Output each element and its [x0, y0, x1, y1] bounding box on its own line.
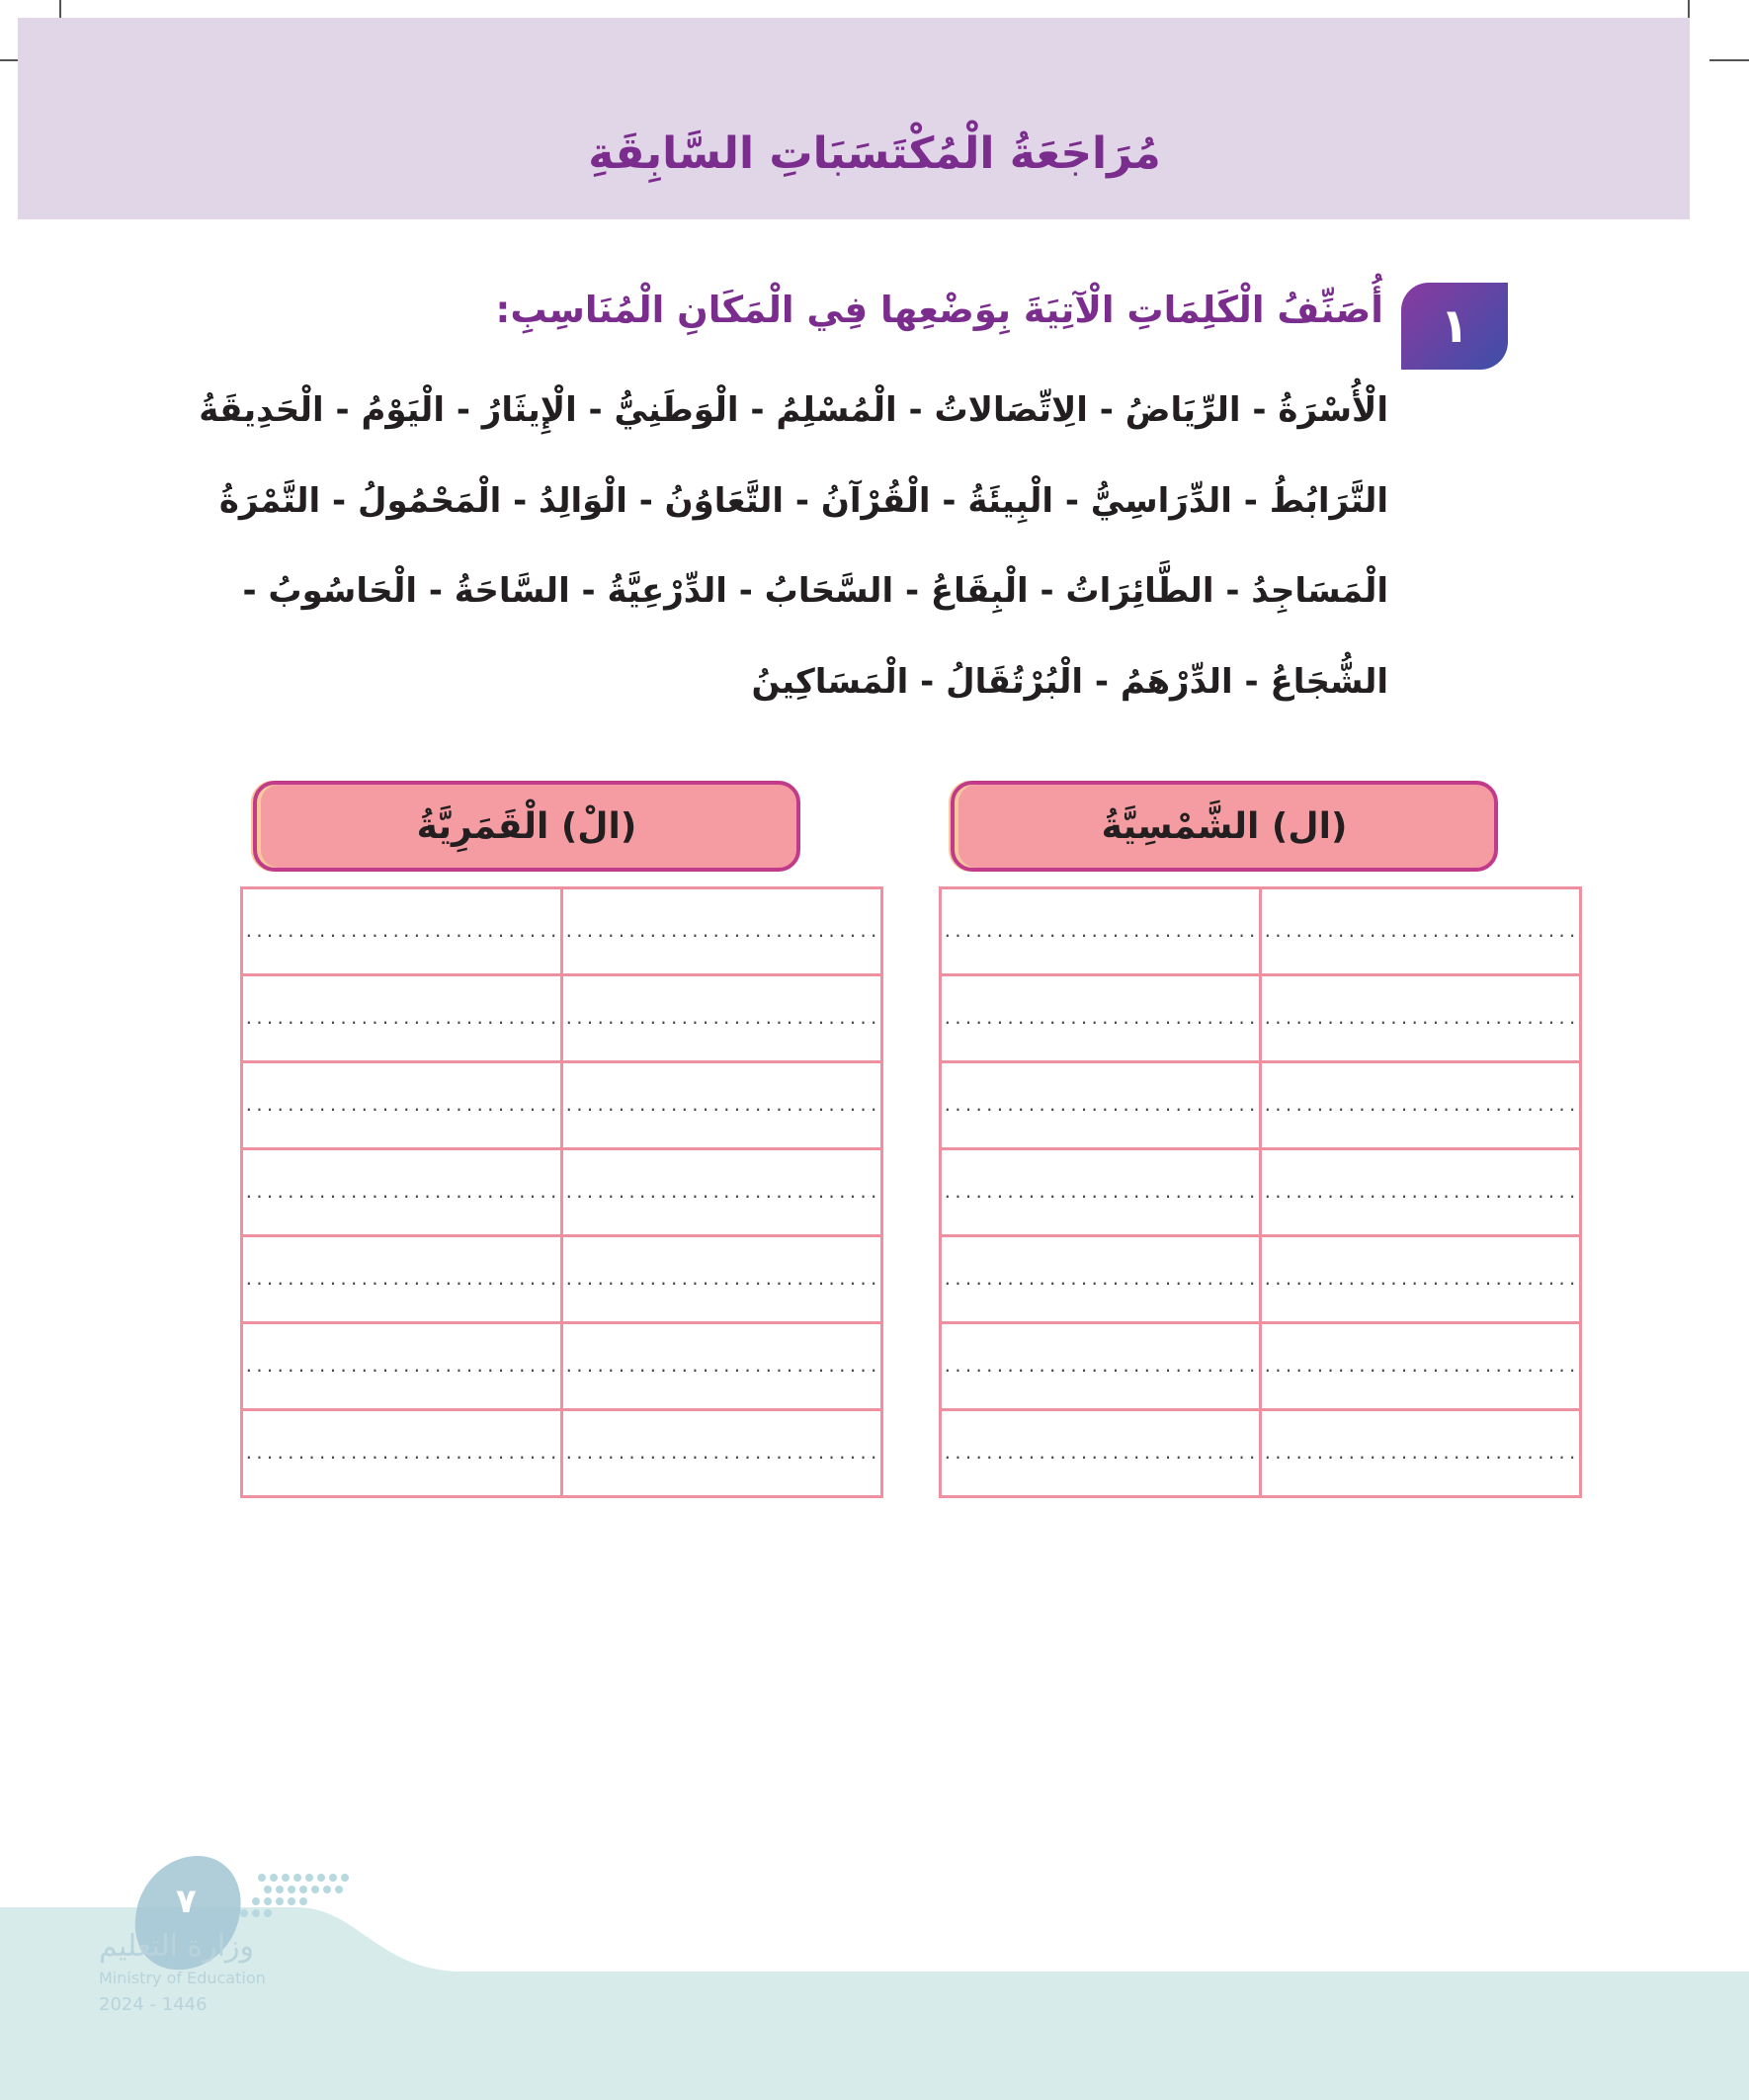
answer-cell[interactable]: .............................. [242, 1062, 562, 1149]
answer-cell[interactable]: .............................. [242, 888, 562, 975]
word-list-line: التَّرَابُطُ - الدِّرَاسِيُّ - الْبِيئَةُ - الْقُرْآنُ - التَّعَاوُنُ - الْوَالِدُ - الْمَحْمُولُ - التَّمْرَةُ [218, 481, 1388, 521]
question-number-badge: ١ [1401, 283, 1508, 370]
shamsiyya-table [939, 886, 1582, 1498]
page-title: مُرَاجَعَةُ الْمُكْتَسَبَاتِ السَّابِقَةِ [588, 128, 1161, 179]
answer-cell[interactable]: .............................. [1260, 1149, 1580, 1236]
qamariyya-table-title: (الْ) الْقَمَرِيَّةُ [253, 781, 800, 872]
answer-cell[interactable]: .............................. [941, 1062, 1261, 1149]
answer-cell[interactable]: .............................. [561, 1062, 881, 1149]
table-row [941, 975, 1581, 1062]
table-row [941, 888, 1581, 975]
answer-cell[interactable]: .............................. [561, 1410, 881, 1497]
answer-cell[interactable]: .............................. [941, 1323, 1261, 1410]
word-list-line: الشُّجَاعُ - الدِّرْهَمُ - الْبُرْتُقَالُ - الْمَسَاكِينُ [751, 662, 1388, 702]
answer-cell[interactable]: .............................. [941, 888, 1261, 975]
answer-cell[interactable]: .............................. [242, 1323, 562, 1410]
table-row [242, 975, 882, 1062]
table-row [941, 1236, 1581, 1323]
answer-cell[interactable]: .............................. [561, 1149, 881, 1236]
answer-cell[interactable]: .............................. [561, 1236, 881, 1323]
answer-cell[interactable]: .............................. [242, 1236, 562, 1323]
page-number: ٧ [176, 1882, 197, 1921]
table-row [242, 1236, 882, 1323]
table-row [941, 1149, 1581, 1236]
answer-cell[interactable]: .............................. [941, 975, 1261, 1062]
table-row [941, 1062, 1581, 1149]
answer-cell[interactable]: .............................. [1260, 1236, 1580, 1323]
header-band [18, 18, 1690, 219]
word-list-line: الْمَسَاجِدُ - الطَّائِرَاتُ - الْبِقَاعُ - السَّحَابُ - الدِّرْعِيَّةُ - السَّاحَةُ - الْحَاسُوبُ - [242, 571, 1388, 611]
shamsiyya-table-title: (ال) الشَّمْسِيَّةُ [951, 781, 1498, 872]
table-row [941, 1323, 1581, 1410]
answer-cell[interactable]: .............................. [941, 1236, 1261, 1323]
answer-cell[interactable]: .............................. [561, 975, 881, 1062]
qamariyya-table [240, 886, 883, 1498]
answer-cell[interactable]: .............................. [941, 1410, 1261, 1497]
answer-cell[interactable]: .............................. [561, 888, 881, 975]
answer-cell[interactable]: .............................. [242, 975, 562, 1062]
table-row [242, 1062, 882, 1149]
answer-cell[interactable]: .............................. [1260, 975, 1580, 1062]
answer-cell[interactable]: .............................. [242, 1149, 562, 1236]
answer-cell[interactable]: .............................. [1260, 1410, 1580, 1497]
answer-cell[interactable]: .............................. [1260, 1062, 1580, 1149]
table-row [242, 1149, 882, 1236]
answer-cell[interactable]: .............................. [561, 1323, 881, 1410]
table-row [242, 1323, 882, 1410]
answer-cell[interactable]: .............................. [941, 1149, 1261, 1236]
answer-cell[interactable]: .............................. [1260, 1323, 1580, 1410]
answer-cell[interactable]: .............................. [242, 1410, 562, 1497]
question-instruction: أُصَنِّفُ الْكَلِمَاتِ الْآتِيَةَ بِوَضْعِها فِي الْمَكَانِ الْمُنَاسِبِ: [495, 289, 1383, 331]
table-row [242, 888, 882, 975]
table-row [941, 1410, 1581, 1497]
ministry-name-arabic: وزارة التعليم [99, 1929, 255, 1964]
ministry-name-english: Ministry of Education [99, 1969, 266, 1987]
edition-year: 2024 - 1446 [99, 1994, 208, 2015]
answer-cell[interactable]: .............................. [1260, 888, 1580, 975]
word-list-line: الْأُسْرَةُ - الرِّيَاضُ - الِاتِّصَالاتُ - الْمُسْلِمُ - الْوَطَنِيُّ - الْإِيثَارُ - الْيَوْمُ - الْحَدِيقَةُ [199, 390, 1388, 430]
crop-mark [1709, 59, 1749, 61]
table-row [242, 1410, 882, 1497]
